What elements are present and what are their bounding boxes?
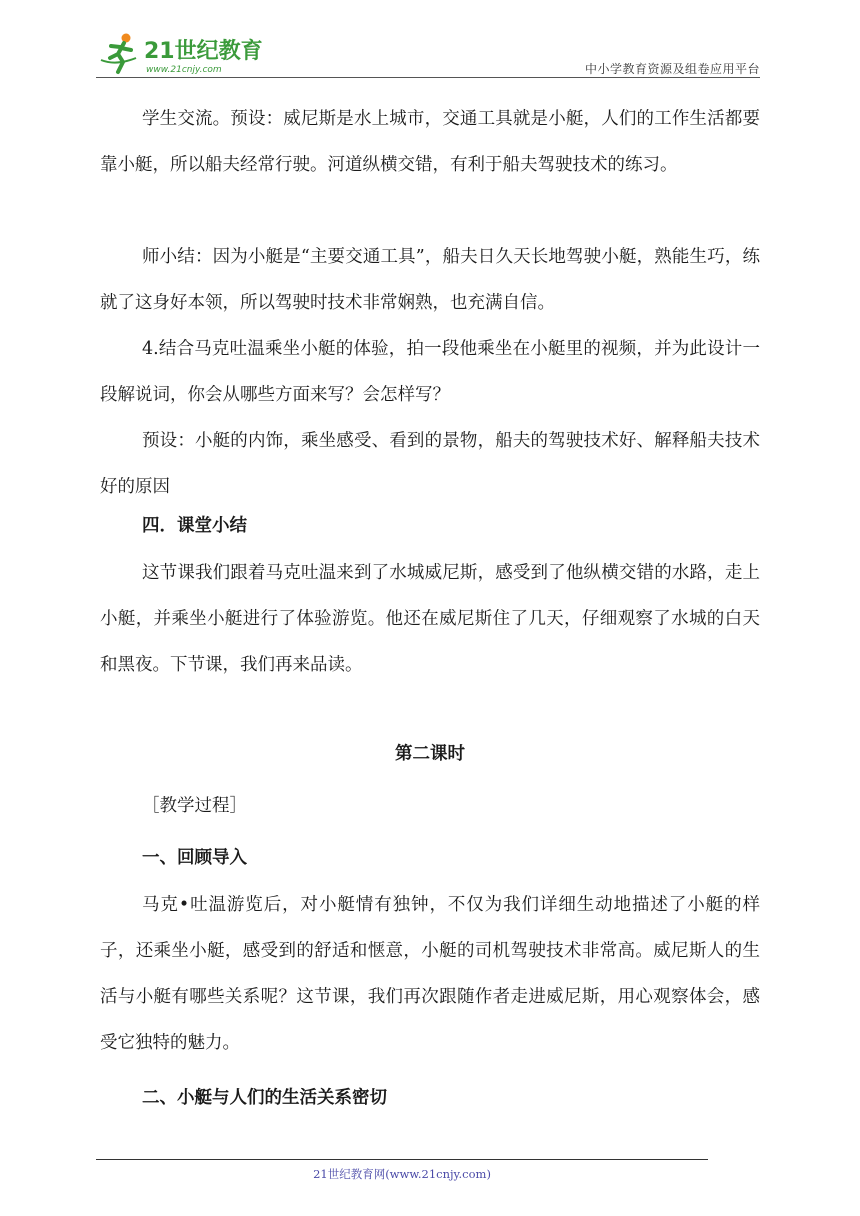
logo [96,30,266,76]
heading-class-summary: 四．课堂小结 [142,516,247,536]
svg-text:www.21cnjy.com: www.21cnjy.com [146,65,222,75]
header-divider [96,77,760,78]
runner-icon [101,34,136,73]
platform-name: 中小学教育资源及组卷应用平台 [584,62,760,76]
page-header [96,30,760,80]
footer-text: 21世纪教育网(www.21cnjy.com) [313,1167,491,1181]
paragraph-student-exchange: 学生交流。预设：威尼斯是水上城市，交通工具就是小艇，人们的工作生活都要靠小艇，所以船夫经常行驶。河道纵横交错，有利于船夫驾驶技术的练习。 [100,109,760,175]
paragraph-preset: 预设：小艇的内饰，乘坐感受、看到的景物，船夫的驾驶技术好、解释船夫技术好的原因 [100,431,760,497]
paragraph-class-summary: 这节课我们跟着马克吐温来到了水城威尼斯，感受到了他纵横交错的水路，走上小艇，并乘坐小艇进行了体验游览。他还在威尼斯住了几天，仔细观察了水城的白天和黑夜。下节课，我们再来品读。 [100,563,760,675]
heading-review: 一、回顾导入 [142,848,247,868]
paragraph-teacher-summary: 师小结：因为小艇是“主要交通工具”，船夫日久天长地驾驶小艇，熟能生巧，练就了这身好本领，所以驾驶时技术非常娴熟，也充满自信。 [100,247,760,313]
heading-relation: 二、小艇与人们的生活关系密切 [142,1088,387,1108]
paragraph-review: 马克•吐温游览后，对小艇情有独钟，不仅为我们详细生动地描述了小艇的样子，还乘坐小艇，感受到的舒适和惬意，小艇的司机驾驶技术非常高。威尼斯人的生活与小艇有哪些关系呢？这节课，我们再次跟随作者走进威尼斯，用心观察体会，感受它独特的魅力。 [100,895,760,1053]
lesson-2-title: 第二课时 [395,744,465,764]
svg-text:21世纪教育: 21世纪教育 [144,39,263,64]
footer-divider [96,1159,708,1160]
teaching-process-label: ［教学过程］ [142,796,247,816]
paragraph-task-4: 4.结合马克吐温乘坐小艇的体验，拍一段他乘坐在小艇里的视频，并为此设计一段解说词，你会从哪些方面来写？会怎样写？ [100,339,760,405]
